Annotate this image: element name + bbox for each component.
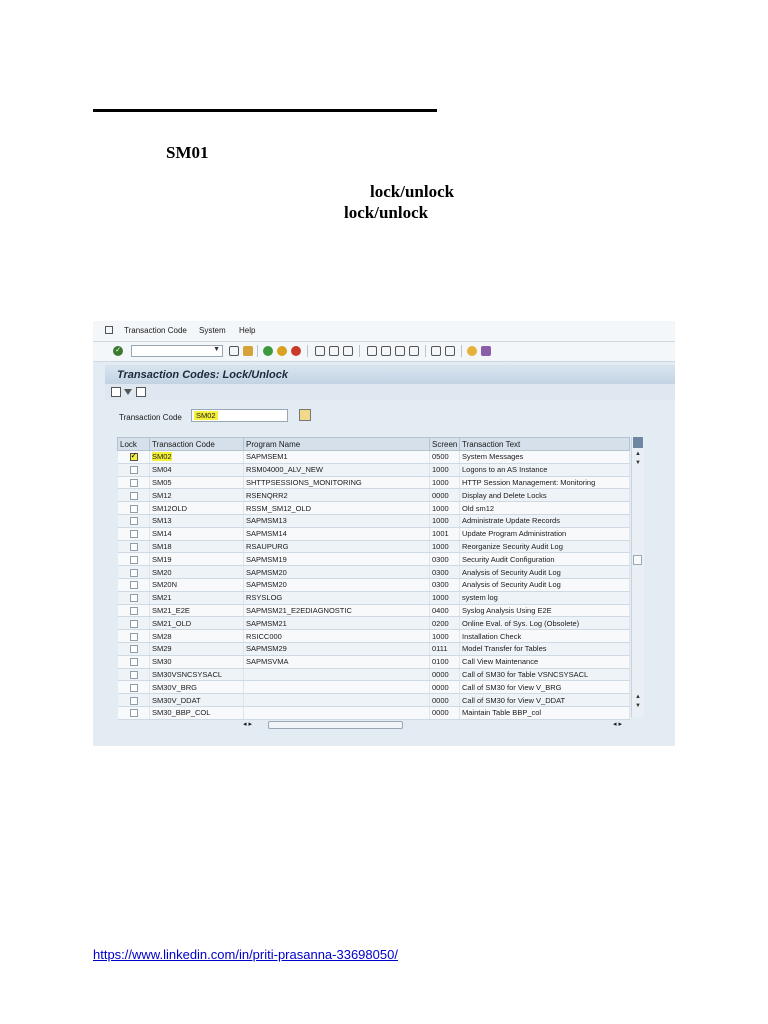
screen-title: Transaction Codes: Lock/Unlock — [117, 369, 288, 381]
checkmark-icon: ✓ — [130, 451, 138, 461]
lock-checkbox[interactable] — [130, 709, 138, 717]
transaction-code-cell: SM13 — [150, 514, 244, 527]
table-row[interactable] — [118, 463, 630, 476]
lock-cell — [118, 655, 150, 668]
table-row[interactable] — [118, 604, 630, 617]
program-name-cell: RSYSLOG — [244, 591, 430, 604]
transaction-text-cell: Analysis of Security Audit Log — [460, 578, 630, 591]
transaction-grid — [117, 437, 649, 720]
lock-checkbox[interactable] — [130, 543, 138, 551]
screen-cell: 1000 — [430, 514, 460, 527]
column-header-transaction-text[interactable]: Transaction Text — [460, 438, 630, 451]
transaction-code-label: Transaction Code — [119, 413, 182, 422]
layout-menu-icon[interactable] — [481, 346, 491, 356]
transaction-code-value: SM02 — [196, 411, 216, 420]
transaction-code-cell: SM04 — [150, 463, 244, 476]
lock-unlock-text-1: lock/unlock — [370, 182, 455, 201]
transaction-text-cell: Administrate Update Records — [460, 514, 630, 527]
cancel-icon[interactable] — [291, 346, 301, 356]
transaction-code-cell: SM12OLD — [150, 502, 244, 515]
screen-cell: 1000 — [430, 476, 460, 489]
table-row[interactable] — [118, 451, 630, 464]
lock-checkbox[interactable] — [130, 466, 138, 474]
transaction-code-cell: SM30V_DDAT — [150, 694, 244, 707]
horizontal-scroll-thumb[interactable] — [268, 721, 403, 729]
table-row[interactable] — [118, 566, 630, 579]
transaction-text-cell: System Messages — [460, 451, 630, 464]
lock-cell — [118, 681, 150, 694]
find-icon[interactable] — [329, 346, 339, 356]
program-name-cell: SAPMSM20 — [244, 578, 430, 591]
lock-checkbox[interactable] — [130, 594, 138, 602]
exit-green-icon[interactable] — [277, 346, 287, 356]
lock-cell — [118, 451, 150, 464]
lock-checkbox[interactable] — [130, 530, 138, 538]
lock-cell — [118, 553, 150, 566]
next-page-icon[interactable] — [395, 346, 405, 356]
transaction-text-cell: Installation Check — [460, 630, 630, 643]
screen-cell: 0000 — [430, 706, 460, 719]
transaction-code-cell: SM29 — [150, 642, 244, 655]
screen-cell: 0111 — [430, 642, 460, 655]
program-name-cell — [244, 668, 430, 681]
program-name-cell: RSICC000 — [244, 630, 430, 643]
lock-checkbox[interactable] — [130, 684, 138, 692]
lock-checkbox[interactable] — [130, 645, 138, 653]
table-row[interactable] — [118, 642, 630, 655]
lock-cell — [118, 527, 150, 540]
lock-checkbox[interactable] — [130, 607, 138, 615]
screen-cell: 1000 — [430, 591, 460, 604]
program-name-cell — [244, 694, 430, 707]
program-name-cell: RSENQRR2 — [244, 489, 430, 502]
transaction-text-cell: Reorganize Security Audit Log — [460, 540, 630, 553]
linkedin-link[interactable]: https://www.linkedin.com/in/priti-prasanna-33698050/ — [93, 947, 398, 962]
transaction-text-cell: Call of SM30 for View V_BRG — [460, 681, 630, 694]
screen-cell: 0000 — [430, 489, 460, 502]
back-history-icon[interactable] — [229, 346, 239, 356]
program-name-cell: RSM04000_ALV_NEW — [244, 463, 430, 476]
lock-checkbox[interactable] — [130, 620, 138, 628]
screen-cell: 1000 — [430, 630, 460, 643]
scroll-left-right-icon[interactable]: ◂ ▸ — [243, 721, 252, 728]
lock-cell — [118, 642, 150, 655]
table-row[interactable] — [118, 655, 630, 668]
program-name-cell: SAPMSM19 — [244, 553, 430, 566]
column-header-transaction-code[interactable]: Transaction Code — [150, 438, 244, 451]
lock-cell — [118, 540, 150, 553]
sap-screenshot — [93, 321, 675, 746]
transaction-code-cell: SM30VSNCSYSACL — [150, 668, 244, 681]
shortcut-icon[interactable] — [445, 346, 455, 356]
table-row[interactable] — [118, 630, 630, 643]
transaction-code-cell: SM20N — [150, 578, 244, 591]
horizontal-scroll-arrows-right[interactable]: ◂ ▸ — [613, 721, 622, 728]
screen-cell: 0300 — [430, 578, 460, 591]
scroll-down-icon[interactable]: ▼ — [635, 460, 641, 466]
transaction-text-cell: Call of SM30 for Table VSNCSYSACL — [460, 668, 630, 681]
screen-title-bar — [105, 365, 675, 385]
transaction-code-cell: SM14 — [150, 527, 244, 540]
program-name-cell: SAPMSM21 — [244, 617, 430, 630]
lock-cell — [118, 617, 150, 630]
lock-checkbox[interactable] — [130, 479, 138, 487]
lock-cell — [118, 502, 150, 515]
command-field[interactable] — [131, 345, 223, 357]
table-row[interactable] — [118, 706, 630, 719]
program-name-cell: SAPMSM14 — [244, 527, 430, 540]
screen-cell: 0300 — [430, 566, 460, 579]
transaction-text-cell: Maintain Table BBP_col — [460, 706, 630, 719]
print-icon[interactable] — [111, 387, 121, 397]
screen-cell: 1001 — [430, 527, 460, 540]
scroll-down-bottom-icon[interactable]: ▼ — [635, 703, 641, 709]
transaction-text-cell: Online Eval. of Sys. Log (Obsolete) — [460, 617, 630, 630]
lock-cell — [118, 514, 150, 527]
menu-transaction-code[interactable]: Transaction Code — [124, 326, 187, 335]
table-row[interactable] — [118, 514, 630, 527]
program-name-cell: RSSM_SM12_OLD — [244, 502, 430, 515]
lock-checkbox[interactable] — [130, 569, 138, 577]
program-name-cell: SHTTPSESSIONS_MONITORING — [244, 476, 430, 489]
transaction-code-cell: SM21 — [150, 591, 244, 604]
transaction-text-cell: Call of SM30 for View V_DDAT — [460, 694, 630, 707]
scroll-thumb[interactable] — [633, 555, 642, 565]
horizontal-scrollbar[interactable] — [243, 721, 403, 730]
table-row[interactable] — [118, 527, 630, 540]
lock-checkbox[interactable] — [130, 658, 138, 666]
screen-cell: 0400 — [430, 604, 460, 617]
enter-icon[interactable]: ✓ — [113, 346, 123, 356]
lock-cell — [118, 566, 150, 579]
transaction-text-cell: Analysis of Security Audit Log — [460, 566, 630, 579]
lock-cell — [118, 630, 150, 643]
lock-checkbox[interactable] — [130, 517, 138, 525]
transaction-text-cell: Update Program Administration — [460, 527, 630, 540]
transaction-code-cell: SM12 — [150, 489, 244, 502]
exit-icon[interactable] — [105, 326, 113, 334]
program-name-cell: SAPMSM20 — [244, 566, 430, 579]
save-icon[interactable] — [243, 346, 253, 356]
transaction-code-cell: SM28 — [150, 630, 244, 643]
lock-cell — [118, 489, 150, 502]
heading-rule — [93, 109, 437, 112]
lock-checkbox[interactable] — [130, 505, 138, 513]
vertical-scrollbar[interactable] — [631, 437, 644, 717]
value-help-icon[interactable] — [299, 409, 311, 421]
column-header-program-name[interactable]: Program Name — [244, 438, 430, 451]
column-header-screen[interactable]: Screen — [430, 438, 460, 451]
print-icon[interactable] — [315, 346, 325, 356]
transaction-code-cell: SM20 — [150, 566, 244, 579]
screen-cell: 0000 — [430, 681, 460, 694]
screen-cell: 0100 — [430, 655, 460, 668]
transaction-code-cell: SM19 — [150, 553, 244, 566]
lock-cell — [118, 463, 150, 476]
table-row[interactable] — [118, 540, 630, 553]
lock-cell — [118, 694, 150, 707]
program-name-cell — [244, 681, 430, 694]
screen-cell: 0300 — [430, 553, 460, 566]
table-row[interactable] — [118, 668, 630, 681]
lock-checkbox[interactable] — [130, 697, 138, 705]
transaction-code-cell: SM21_E2E — [150, 604, 244, 617]
application-toolbar — [105, 384, 675, 400]
menu-system[interactable]: System — [199, 326, 226, 335]
program-name-cell: SAPMSEM1 — [244, 451, 430, 464]
program-name-cell: SAPMSVMA — [244, 655, 430, 668]
lock-cell — [118, 476, 150, 489]
table-row[interactable] — [118, 681, 630, 694]
program-name-cell: RSAUPURG — [244, 540, 430, 553]
transaction-code-cell: SM21_OLD — [150, 617, 244, 630]
first-page-icon[interactable] — [367, 346, 377, 356]
filter-icon[interactable] — [124, 389, 132, 395]
table-row[interactable] — [118, 553, 630, 566]
screen-cell: 0000 — [430, 694, 460, 707]
column-settings-icon[interactable] — [633, 437, 643, 448]
lock-checkbox[interactable] — [130, 581, 138, 589]
scroll-up-bottom-icon[interactable]: ▲ — [635, 694, 641, 700]
lock-checkbox[interactable] — [130, 453, 138, 461]
table-row[interactable] — [118, 578, 630, 591]
transaction-text-cell: Call View Maintenance — [460, 655, 630, 668]
highlighted-transaction-code: SM02 — [152, 452, 172, 462]
table-row[interactable] — [118, 694, 630, 707]
lock-cell — [118, 706, 150, 719]
transaction-text-cell: system log — [460, 591, 630, 604]
table-row[interactable] — [118, 476, 630, 489]
table-row[interactable] — [118, 591, 630, 604]
previous-page-icon[interactable] — [381, 346, 391, 356]
transaction-text-cell: Security Audit Configuration — [460, 553, 630, 566]
menu-help[interactable]: Help — [239, 326, 256, 335]
transaction-text-cell: Syslog Analysis Using E2E — [460, 604, 630, 617]
table-row[interactable] — [118, 489, 630, 502]
transaction-text-cell: Display and Delete Locks — [460, 489, 630, 502]
screen-cell: 1000 — [430, 463, 460, 476]
program-name-cell: SAPMSM13 — [244, 514, 430, 527]
lock-checkbox[interactable] — [130, 633, 138, 641]
create-session-icon[interactable] — [431, 346, 441, 356]
column-header-lock[interactable]: Lock — [118, 438, 150, 451]
screen-cell: 1000 — [430, 540, 460, 553]
program-name-cell — [244, 706, 430, 719]
screen-cell: 0000 — [430, 668, 460, 681]
lock-cell — [118, 604, 150, 617]
scroll-up-icon[interactable]: ▲ — [635, 451, 641, 457]
help-icon[interactable] — [467, 346, 477, 356]
lock-checkbox[interactable] — [130, 556, 138, 564]
screen-cell: 0500 — [430, 451, 460, 464]
program-name-cell: SAPMSM29 — [244, 642, 430, 655]
transaction-text-cell: Old sm12 — [460, 502, 630, 515]
transaction-code-cell — [150, 451, 244, 464]
transaction-code-cell: SM30V_BRG — [150, 681, 244, 694]
transaction-code-cell: SM18 — [150, 540, 244, 553]
export-icon[interactable] — [136, 387, 146, 397]
dropdown-arrow-icon[interactable]: ▼ — [213, 346, 220, 353]
menu-bar — [93, 321, 675, 342]
screen-cell: 0200 — [430, 617, 460, 630]
standard-toolbar — [93, 342, 675, 362]
transaction-text-cell: Logons to an AS Instance — [460, 463, 630, 476]
lock-checkbox[interactable] — [130, 671, 138, 679]
lock-cell — [118, 668, 150, 681]
lock-unlock-text-2: lock/unlock — [344, 203, 429, 222]
section-heading: SM01 — [166, 143, 209, 162]
table-row[interactable] — [118, 502, 630, 515]
transaction-code-cell: SM05 — [150, 476, 244, 489]
transaction-text-cell: HTTP Session Management: Monitoring — [460, 476, 630, 489]
lock-cell — [118, 578, 150, 591]
screen-cell: 1000 — [430, 502, 460, 515]
find-next-icon[interactable] — [343, 346, 353, 356]
program-name-cell: SAPMSM21_E2EDIAGNOSTIC — [244, 604, 430, 617]
back-icon[interactable] — [263, 346, 273, 356]
transaction-code-cell: SM30 — [150, 655, 244, 668]
transaction-text-cell: Model Transfer for Tables — [460, 642, 630, 655]
table-row[interactable] — [118, 617, 630, 630]
lock-cell — [118, 591, 150, 604]
transaction-code-cell: SM30_BBP_COL — [150, 706, 244, 719]
last-page-icon[interactable] — [409, 346, 419, 356]
transaction-code-input[interactable] — [191, 409, 288, 422]
lock-checkbox[interactable] — [130, 492, 138, 500]
